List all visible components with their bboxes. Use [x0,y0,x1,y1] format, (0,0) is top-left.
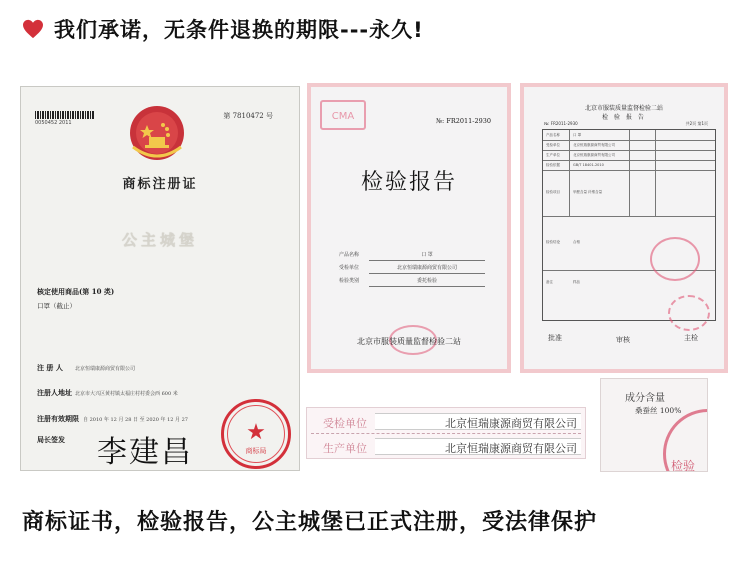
report-row [339,276,485,288]
row-value: 北京恒瑞康源商贸有限公司 [369,264,485,274]
table-cell: 检验项目 [546,190,560,194]
report-row [339,250,485,262]
inspection-report-page [520,83,728,373]
composition-label: 成分含量 [625,393,665,404]
signature-inspector: 主检 [684,334,698,342]
report-page-header: 北京市服装质量监督检验二站 [584,105,663,112]
seal-label: 商标局 [245,447,267,455]
inspected-unit-value: 北京恒瑞康源商贸有限公司 [445,417,577,430]
promise-banner [22,12,424,46]
cma-stamp-icon [319,95,367,135]
validity-value: 自 2010 年 12 月 28 日 至 2020 年 12 月 27 [83,417,188,423]
table-line [543,216,715,217]
table-cell: 甲醛含量 纤维含量 [573,190,603,194]
signature-approve: 批准 [548,334,562,342]
signature-review: 审核 [616,336,630,344]
table-cell: 检验结论 [546,240,560,244]
star-icon: ★ [246,419,266,445]
units-row [311,410,581,434]
heart-icon [22,19,44,39]
trademark-name: 公主城堡 [121,231,198,249]
national-emblem-icon [125,103,189,165]
row-label: 检验类别 [339,278,360,284]
report-page-seal [650,237,700,281]
row-value: 口 罩 [369,251,485,261]
table-cell: 口 罩 [573,133,582,137]
certificate-title: 商标注册证 [122,177,198,192]
report-number: №: FR2011-2930 [435,117,491,125]
row-value: 委托检验 [369,277,485,287]
table-line [655,130,656,216]
trademark-office-seal [221,399,291,469]
barcode-number: 0050452 2011 [35,120,72,126]
row-label: 受检单位 [339,265,360,271]
report-page-count: 共2页 第1页 [685,121,708,126]
address-value: 北京市大兴区黄村镇太福庄村村委会西 600 米 [75,391,178,397]
units-row [311,435,581,459]
address-label: 注册人地址 [37,388,72,397]
inspected-unit-label: 受检单位 [323,417,367,430]
report-table [542,129,716,321]
table-cell: 样品 [573,280,580,284]
table-line [629,130,630,216]
inspection-report-cover [307,83,511,373]
barcode [35,111,95,119]
table-cell: 受检单位 [546,143,560,147]
table-cell: 检验依据 [546,163,560,167]
bottom-caption: 商标证书，检验报告，公主城堡已正式注册，受法律保护 [22,510,598,535]
validity-label: 注册有效期限 [37,414,79,423]
table-cell: 合格 [573,240,580,244]
report-title: 检验报告 [360,170,457,195]
banner-text: 我们承诺，无条件退换的期限---永久! [54,18,424,42]
table-cell: 产品名称 [546,133,560,137]
units-strip [306,407,586,459]
composition-value: 桑蚕丝 100% [635,406,682,415]
inspection-seal-text: 检验 [671,459,696,472]
composition-box [600,378,708,472]
director-signature: 李建昌 [97,435,193,470]
producer-unit-value: 北京恒瑞康源商贸有限公司 [445,442,577,455]
registrant-value: 北京恒瑞康源商贸有限公司 [75,366,136,372]
table-cell: 备注 [546,280,553,284]
table-cell: 生产单位 [546,153,560,157]
goods-item: 口罩（截止） [37,302,76,310]
report-page-title: 检 验 报 告 [602,114,646,121]
registration-number: 第 7810472 号 [223,112,273,120]
producer-unit-label: 生产单位 [323,442,367,455]
svg-text:CMA: CMA [331,111,355,122]
report-page-seal [668,295,710,331]
table-cell: GB/T 18401-2010 [573,163,604,167]
goods-heading: 核定使用商品(第 10 类) [37,287,115,296]
table-cell: 北京恒瑞康源商贸有限公司 [573,153,615,157]
report-page-number: №: FR2011-2930 [544,121,578,126]
table-line [569,130,570,216]
table-cell: 北京恒瑞康源商贸有限公司 [573,143,615,147]
director-label: 局长签发 [37,435,65,444]
report-footer: 北京市服装质量监督检验二站 [357,337,461,346]
trademark-certificate-image [20,86,300,471]
registrant-label: 注 册 人 [37,363,63,372]
row-label: 产品名称 [339,252,360,258]
report-row [339,263,485,275]
